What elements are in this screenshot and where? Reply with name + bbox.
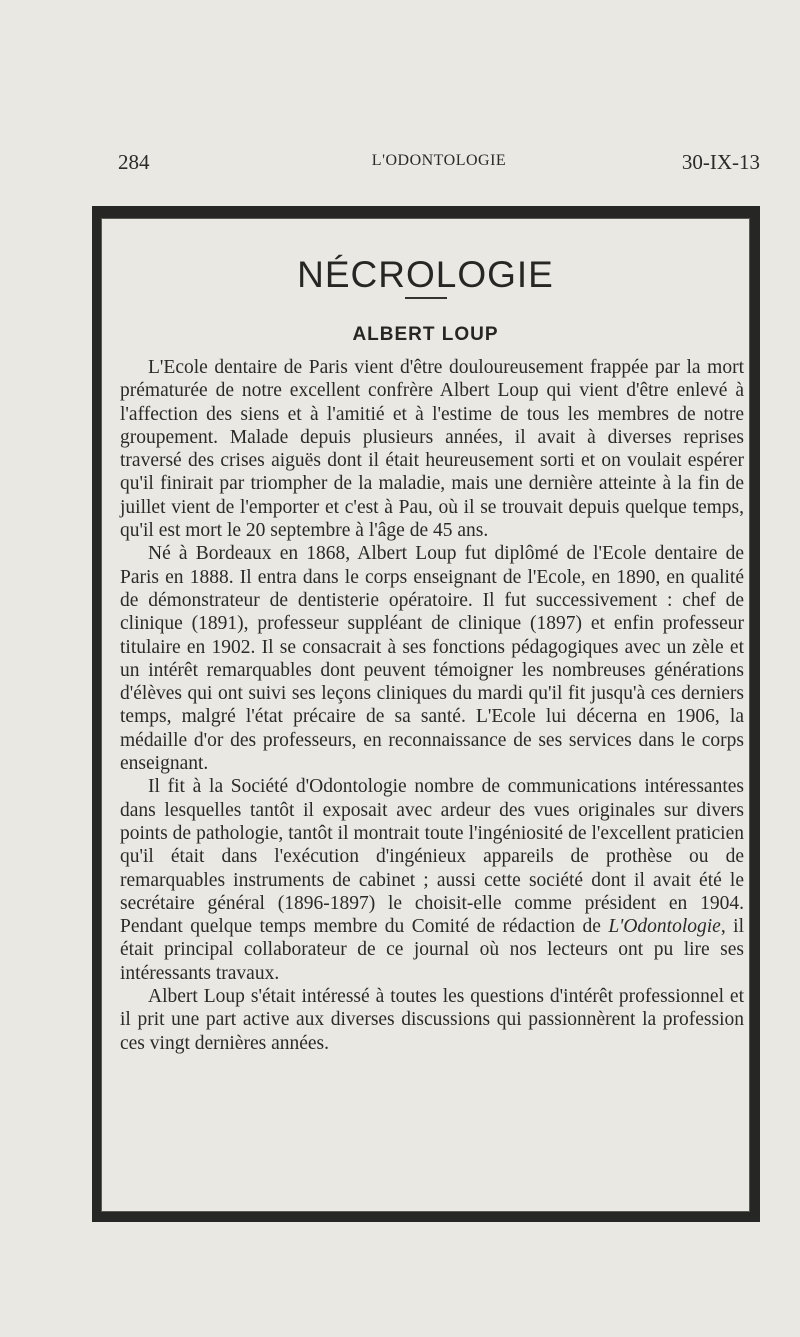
journal-name-italic: L'Odontologie (608, 916, 721, 938)
running-header (118, 150, 760, 176)
heading-divider (405, 297, 447, 299)
page-number: 284 (118, 150, 150, 174)
journal-title: L'ODONTOLOGIE (371, 152, 507, 169)
paragraph-1: L'Ecole dentaire de Paris vient d'être douloureusement frappée par la mort prématurée de notre excellent confrère Albert Loup qui vient d'être enlevé à l'affection des siens et à l'amitié et à l'estime de tous les membres de notre groupement. Malade depuis plusieurs années, il avait à diverses reprises traversé des crises aiguës dont il était heureusement sorti et on voulait espérer qu'il finirait par triompher de la maladie, mais une dernière atteinte à la fin de juillet vient de l'emporter et c'est à Pau, où il se trouvait depuis quelque temps, qu'il est mort le 20 septembre à l'âge de 45 ans. (120, 357, 744, 542)
section-heading: NÉCROLOGIE (297, 254, 554, 295)
paragraph-2: Né à Bordeaux en 1868, Albert Loup fut diplômé de l'Ecole dentaire de Paris en 1888. Il entra dans le corps enseignant de l'Ecole, en 1890, en qualité de démonstrateur de dentisterie opératoire. Il fut successivement : chef de clinique (1891), professeur suppléant de clinique (1897) et enfin professeur titulaire en 1902. Il se consacrait à ses fonctions pédagogiques avec un zèle et un intérêt remarquables dont peuvent témoigner les nombreuses générations d'élèves qui ont suivi ses leçons cliniques du mardi qu'il fit jusqu'à ces derniers temps, malgré l'état précaire de sa santé. L'Ecole lui décerna en 1906, la médaille d'or des professeurs, en reconnaissance de ses services dans le corps enseignant. (120, 543, 744, 775)
paragraph-3-before: Il fit à la Société d'Odontologie nombre de communications intéressantes dans lesquelles tantôt il exposait avec ardeur des vues originales sur divers points de pathologie, tantôt il montrait toute l'ingéniosité de l'excellent praticien qu'il était dans l'exécution d'ingénieux appareils de prothèse ou de remarquables instruments de cabinet ; aussi cette société dont il avait été le secrétaire général (1896-1897) le choisit-elle comme président en 1904. Pendant quelque temps membre du Comité de rédaction de (120, 776, 744, 938)
paragraph-4: Albert Loup s'était intéressé à toutes les questions d'intérêt professionnel et il prit une part active aux diverses discussions qui passionnèrent la profession ces vingt dernières années. (120, 986, 744, 1054)
paragraph-3 (120, 775, 744, 985)
paragraph-3-after: , il était principal collaborateur de ce journal où nos lecteurs ont pu lire ses intéressants travaux. (120, 916, 744, 984)
obituary-body (120, 356, 744, 1055)
obituary-frame (92, 206, 760, 1222)
deceased-name: ALBERT LOUP (352, 324, 499, 345)
issue-date: 30-IX-13 (681, 150, 760, 174)
